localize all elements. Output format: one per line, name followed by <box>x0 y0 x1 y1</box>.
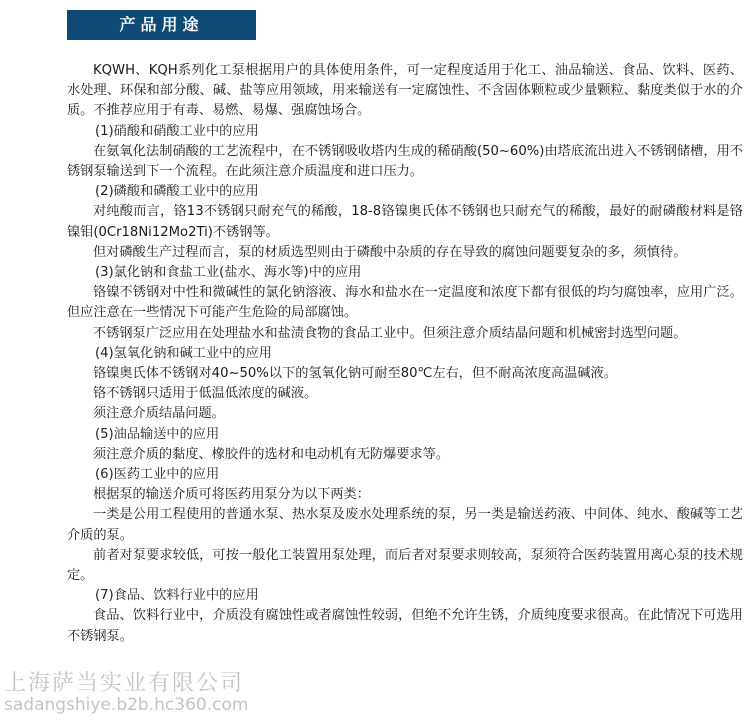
paragraph: 须注意介质结晶问题。 <box>93 406 225 422</box>
watermark-company: 上海萨当实业有限公司 <box>4 671 245 696</box>
subsection-heading: (4)氢氧化钠和碱工业中的应用 <box>95 345 272 361</box>
section-title-banner <box>67 10 256 40</box>
paragraph: 铬镍奥氏体不锈钢对40~50%以下的氢氧化钠可耐至80℃左右，但不耐高浓度高温碱液。 <box>93 366 617 382</box>
paragraph: 在氨氧化法制硝酸的工艺流程中，在不锈钢吸收塔内生成的稀硝酸(50~60%)由塔底流出进入不锈钢储槽，用不锈钢泵输送到下一个流程。在此须注意介质温度和进口压力。 <box>67 143 743 180</box>
paragraph: 但对磷酸生产过程而言，泵的材质选型则由于磷酸中杂质的存在导致的腐蚀问题要复杂的多，须慎待。 <box>93 244 687 260</box>
document-body <box>67 61 743 647</box>
subsection-heading: (5)油品输送中的应用 <box>95 426 220 442</box>
subsection-heading: (1)硝酸和硝酸工业中的应用 <box>95 123 259 139</box>
paragraph: KQWH、KQH系列化工泵根据用户的具体使用条件，可一定程度适用于化工、油品输送、食品、饮料、医药、水处理、环保和部分酸、碱、盐等应用领域，用来输送有一定腐蚀性、不含固体颗粒或少量颗粒、黏度类似于水的介质。不推荐应用于有毒、易燃、易爆、强腐蚀场合。 <box>67 63 743 119</box>
watermark-url: sadangshiye.b2b.hc360.com <box>4 695 249 716</box>
subsection-heading: (3)氯化钠和食盐工业(盐水、海水等)中的应用 <box>95 265 362 281</box>
paragraph: 铬不锈钢只适用于低温低浓度的碱液。 <box>93 386 318 402</box>
section-title: 产品用途 <box>119 15 204 34</box>
paragraph: 一类是公用工程使用的普通水泵、热水泵及废水处理系统的泵，另一类是输送药液、中间体、纯水、酸碱等工艺介质的泵。 <box>67 507 743 543</box>
watermark <box>4 672 248 715</box>
paragraph: 对纯酸而言，铬13不锈钢只耐充气的稀酸，18-8铬镍奥氏体不锈钢也只耐充气的稀酸，最好的耐磷酸材料是铬镍钼(0Cr18Ni12Mo2Ti)不锈钢等。 <box>67 204 743 240</box>
subsection-heading: (6)医药工业中的应用 <box>95 467 220 483</box>
paragraph: 不锈钢泵广泛应用在处理盐水和盐渍食物的食品工业中。但须注意介质结晶问题和机械密封选型问题。 <box>93 325 687 341</box>
paragraph: 根据泵的输送介质可将医药用泵分为以下两类： <box>93 487 370 503</box>
subsection-heading: (2)磷酸和磷酸工业中的应用 <box>95 184 259 200</box>
paragraph: 铬镍不锈钢对中性和微碱性的氯化钠溶液、海水和盐水在一定温度和浓度下都有很低的均匀腐蚀率，应用广泛。但应注意在一些情况下可能产生危险的局部腐蚀。 <box>67 285 743 321</box>
paragraph: 前者对泵要求较低，可按一般化工装置用泵处理，而后者对泵要求则较高，泵须符合医药装置用离心泵的技术规定。 <box>67 547 743 584</box>
subsection-heading: (7)食品、饮料行业中的应用 <box>95 588 259 604</box>
paragraph: 食品、饮料行业中，介质没有腐蚀性或者腐蚀性较弱，但绝不允许生锈，介质纯度要求很高。在此情况下可选用不锈钢泵。 <box>67 608 743 644</box>
paragraph: 须注意介质的黏度、橡胶件的选材和电动机有无防爆要求等。 <box>93 446 450 462</box>
